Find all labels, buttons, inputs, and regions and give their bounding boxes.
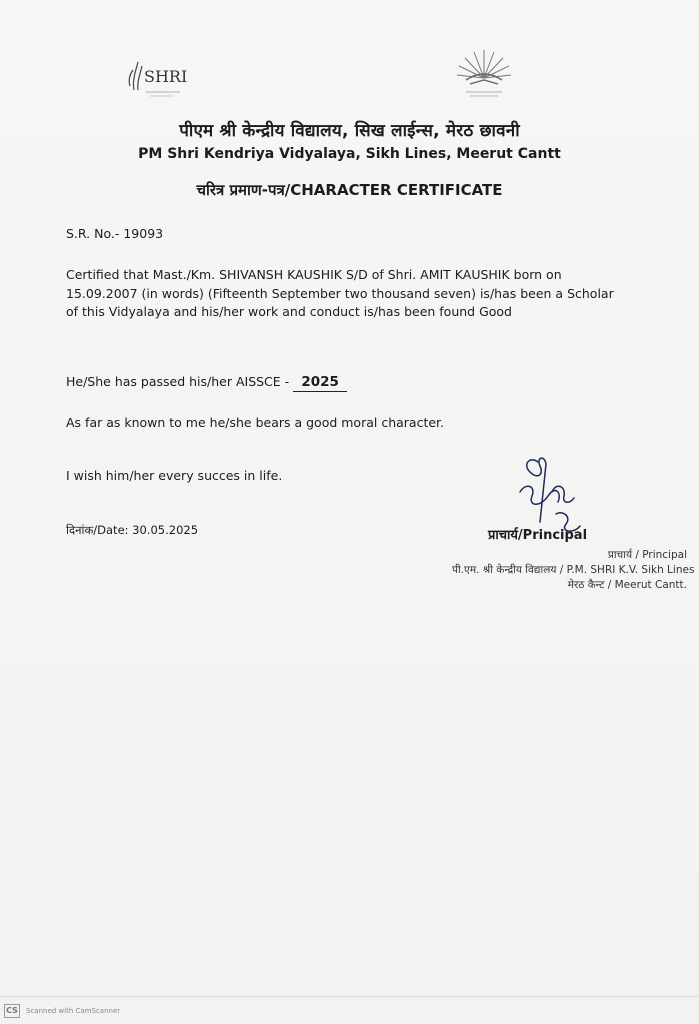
wish-line: I wish him/her every succes in life.: [66, 468, 283, 483]
principal-label: प्राचार्य/Principal: [488, 528, 588, 543]
camscanner-icon: CS: [4, 1004, 20, 1018]
kvs-emblem-logo: [454, 44, 514, 104]
footer-divider: [0, 996, 699, 997]
passed-line: [66, 373, 347, 392]
certificate-body: Certified that Mast./Km. SHIVANSH KAUSHIK S/D of Shri. AMIT KAUSHIK born on 15.09.2007 (in words) (Fifteenth September two thousand seven) is/has been a Scholar of this Vidyalaya and his/her work and conduct is/has been found Good: [66, 267, 614, 319]
school-name-hindi: पीएम श्री केन्द्रीय विद्यालय, सिख लाईन्स, मेरठ छावनी: [179, 121, 520, 141]
certificate-title: चरित्र प्रमाण-पत्र/CHARACTER CERTIFICATE: [196, 181, 503, 199]
scanner-text: Scanned with CamScanner: [26, 1007, 121, 1015]
stamp-designation: प्राचार्य / Principal: [607, 549, 687, 561]
issue-date: दिनांक/Date: 30.05.2025: [66, 523, 199, 537]
stamp-school: पी.एम. श्री केन्द्रीय विद्यालय / P.M. SHRI K.V. Sikh Lines: [452, 564, 695, 576]
moral-character-line: As far as known to me he/she bears a good moral character.: [66, 415, 445, 430]
logo-text: SHRI: [144, 67, 188, 86]
stamp-location: मेरठ कैन्ट / Meerut Cantt.: [567, 579, 687, 591]
scanner-watermark: [4, 1004, 120, 1018]
passed-year: 2025: [293, 374, 347, 392]
pm-shri-logo: [124, 52, 188, 102]
school-name-english: PM Shri Kendriya Vidyalaya, Sikh Lines, Meerut Cantt: [138, 146, 561, 162]
passed-text: He/She has passed his/her AISSCE -: [66, 374, 294, 389]
principal-stamp: [452, 548, 695, 593]
sr-number: S.R. No.- 19093: [66, 226, 164, 241]
